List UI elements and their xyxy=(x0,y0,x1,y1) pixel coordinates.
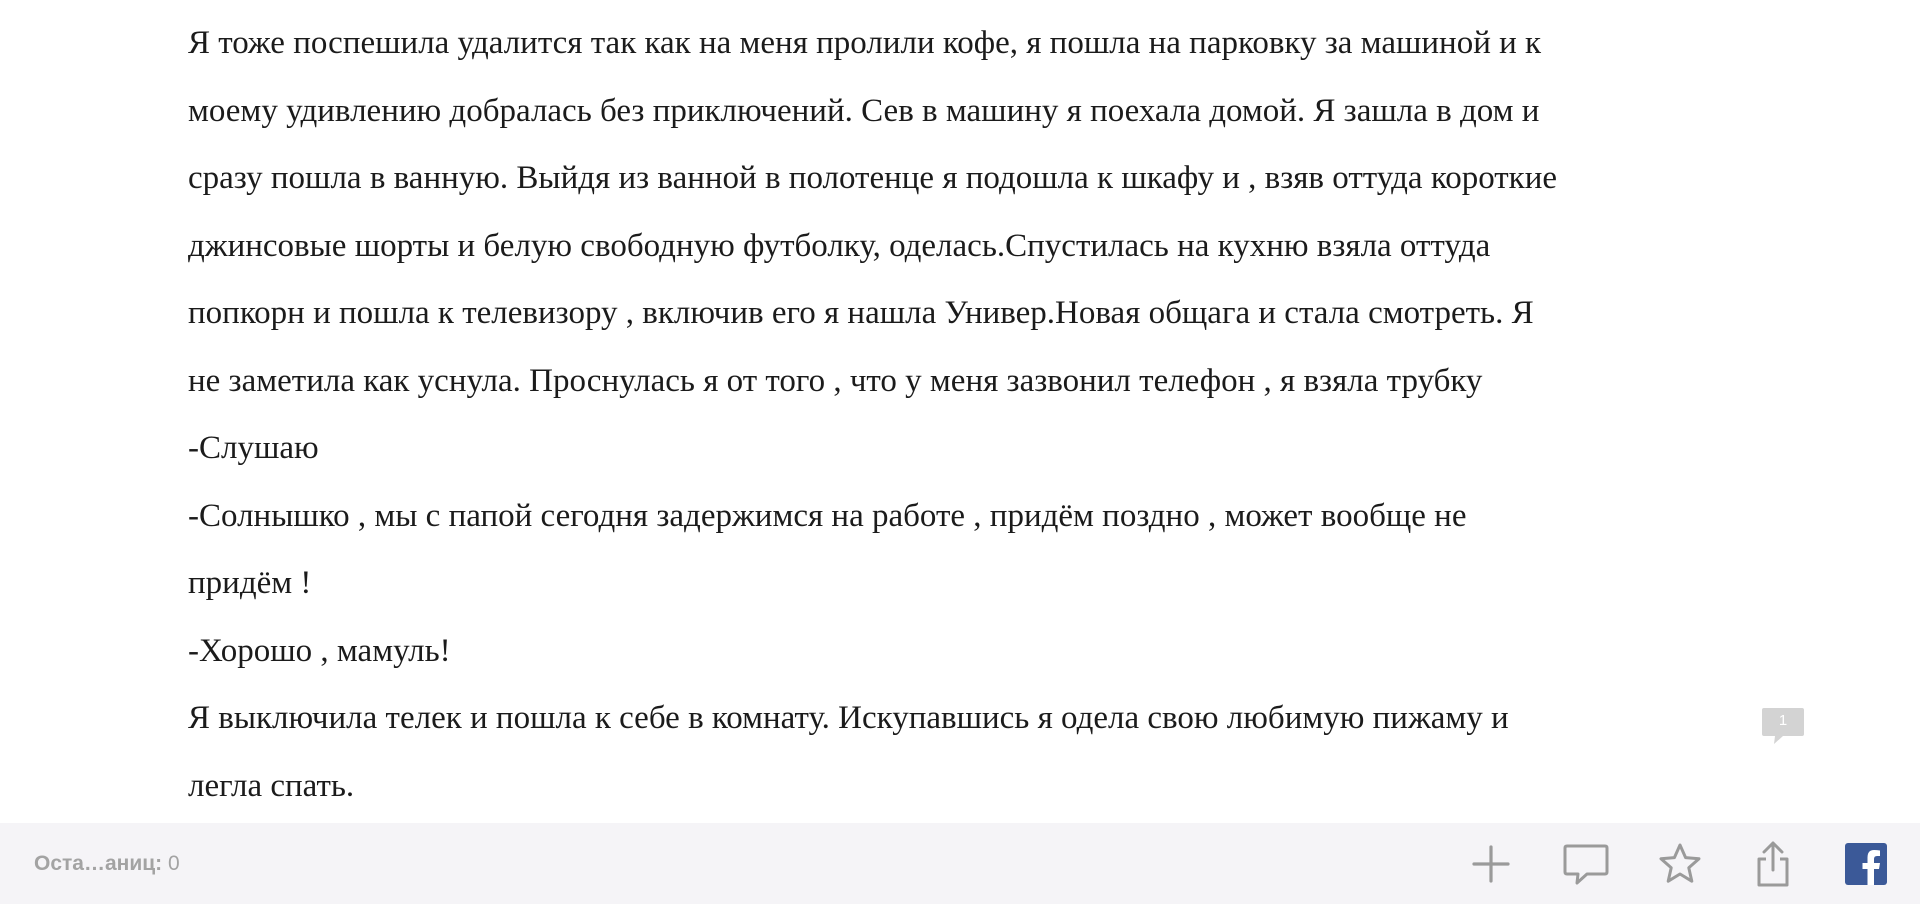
comment-button[interactable] xyxy=(1562,823,1610,904)
comment-count: 1 xyxy=(1778,712,1788,729)
comment-icon xyxy=(1563,843,1609,885)
text-line: -Хорошо , мамуль! xyxy=(188,632,451,669)
text-line: попкорн и пошла к телевизору , включив его я нашла Универ.Новая общага и стала смотреть. Я xyxy=(188,295,1534,331)
add-bookmark-button[interactable] xyxy=(1470,823,1512,904)
facebook-icon xyxy=(1845,843,1887,885)
reader-text xyxy=(188,10,1748,820)
share-icon xyxy=(1753,840,1793,888)
text-line: сразу пошла в ванную. Выйдя из ванной в полотенце я подошла к шкафу и , взяв оттуда короткие xyxy=(188,160,1558,196)
text-line: легла спать. xyxy=(188,767,355,804)
text-line: -Слушаю xyxy=(188,430,319,466)
text-line: Я выключила телек и пошла к себе в комнату. Искупавшись я одела свою любимую пижаму и xyxy=(188,700,1509,736)
text-line: моему удивлению добралась без приключений. Сев в машину я поехала домой. Я зашла в дом и xyxy=(188,92,1540,129)
facebook-share-button[interactable] xyxy=(1845,823,1887,904)
paragraph-comment-marker[interactable] xyxy=(1761,707,1805,745)
favorite-button[interactable] xyxy=(1656,823,1704,904)
pages-left-count: 0 xyxy=(168,852,180,875)
bottom-toolbar xyxy=(0,823,1920,904)
pages-left-indicator xyxy=(34,823,180,904)
pages-left-label: Оста…аниц: xyxy=(34,852,163,875)
text-line: Я тоже поспешила удалится так как на меня пролили кофе, я пошла на парковку за машиной и к xyxy=(188,25,1542,61)
plus-icon xyxy=(1471,844,1511,884)
text-line: не заметила как уснула. Проснулась я от того , что у меня зазвонил телефон , я взяла трубку xyxy=(188,362,1483,399)
share-button[interactable] xyxy=(1752,823,1794,904)
text-line: придём ! xyxy=(188,565,312,601)
text-line: -Солнышко , мы с папой сегодня задержимся на работе , придём поздно , может вообще не xyxy=(188,497,1467,534)
star-icon xyxy=(1657,842,1703,886)
text-line: джинсовые шорты и белую свободную футболку, оделась.Спустилась на кухню взяла оттуда xyxy=(188,227,1491,264)
